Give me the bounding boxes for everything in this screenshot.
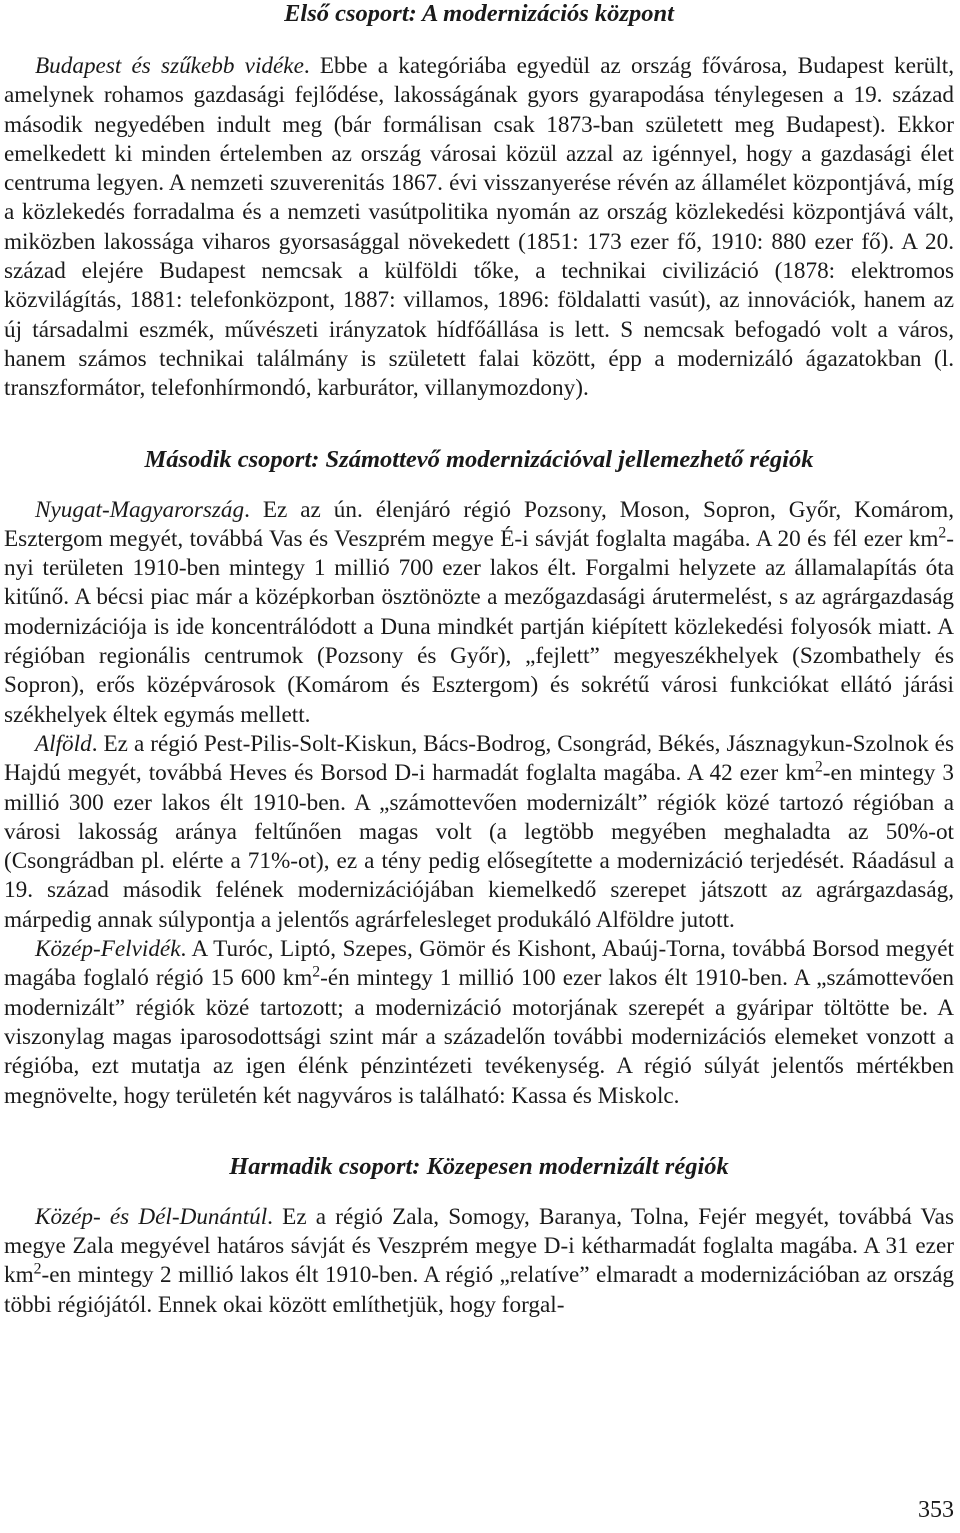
paragraph-lead-alfold: Alföld [35, 730, 92, 757]
paragraph-alfold [4, 730, 954, 935]
paragraph-text: -nyi területen 1910-ben mintegy 1 millió 700 ezer lakos élt. Forgalmi helyzete az államalapítás óta kitűnő. A bécsi piac már a középkorban ösztönözte a mezőgazdasági árutermelést, s az agrárgazdaság modernizációja is ide koncentrálódott a Duna mindkét partján kiépített közlekedési folyosók miatt. A régióban regionális centrumok (Pozsony és Győr), „fejlett” megyeszékhelyek (Szombathely és Sopron), erős középvárosok (Komárom és Esztergom) és sokrétű városi funkciókat ellátó járási székhelyek éltek egymás mellett. [4, 525, 954, 728]
paragraph-text: . Ebbe a kategóriába egyedül az ország fővárosa, Budapest került, amelynek rohamos gazdasági fejlődése, lakosságának gyors gyarapodása ténylegesen a 19. század második negyedében indult meg (bár formálisan csak 1873-ban született meg Budapest). Ekkor emelkedett ki minden értelemben az ország városai közül azzal az igénnyel, hogy a gazdasági élet centruma legyen. A nemzeti szuverenitás 1867. évi visszanyerése révén az államélet központjává, míg a közlekedés forradalma és a nemzeti vasútpolitika nyomán az ország közlekedési központjává vált, miközben lakossága viharos gyorsasággal növekedett (1851: 173 ezer fő, 1910: 880 ezer fő). A 20. század elejére Budapest nemcsak a külföldi tőke, a technikai civilizáció (1878: elektromos közvilágítás, 1881: telefonközpont, 1887: villamos, 1896: földalatti vasút), az innovációk, hanem az új társadalmi eszmék, művészeti irányzatok hídfőállása is lett. S nemcsak befogadó volt a város, hanem számos technikai találmány is született falai között, épp a modernizáló ágazatokban (l. transzformátor, telefonhírmondó, karburátor, villanymozdony). [4, 53, 954, 402]
paragraph-text: -én mintegy 1 millió 100 ezer lakos élt 1910-ben. A „számottevően modernizált” régiók közé tartozott; a modernizáció motorjának szerepét a gyáripar töltötte be. A viszonylag magas iparosodottsági szint már a századelőn további modernizációs elemeket vonzott a régióba, ezt mutatja az igen élénk pénzintézeti tevékenység. A régió súlyát jelentős mértékben megnövelte, hogy területén két nagyváros is található: Kassa és Miskolc. [4, 965, 954, 1109]
paragraph-budapest [4, 52, 954, 404]
section-title-second-group: Második csoport: Számottevő modernizációval jellemezhető régiók [144, 445, 814, 473]
paragraph-text: -en mintegy 3 millió 300 ezer lakos élt 1910-ben. A „számottevően modernizált” régiók közé tartozó régióban a városi lakosság aránya feltűnően magas volt (a legtöbb megyében meghaladta az 50%-ot (Csongrádban pl. elérte a 71%-ot), ez a tény pedig elősegítette a modernizáció terjedését. Ráadásul a 19. század második felének modernizációjában kiemelkedő szerepet játszott az agrárgazdaság, márpedig annak súlypontja a jelentős agrárfelesleget produkáló Alföldre jutott. [4, 760, 954, 933]
paragraph-lead-nyugat-magyarorszag: Nyugat-Magyarország [35, 496, 245, 523]
superscript: 2 [312, 963, 321, 981]
paragraph-text: . Ez az ún. élenjáró régió Pozsony, Moson, Sopron, Győr, Komárom, Esztergom megyét, továbbá Vas és Veszprém megye É-i sávját foglalta magába. A 20 és fél ezer km [4, 496, 954, 552]
page-number: 353 [918, 1497, 954, 1523]
document-page [4, 0, 954, 1320]
paragraph-kozep-es-del-dunantul [4, 1203, 954, 1320]
section-title-first-group: Első csoport: A modernizációs központ [284, 0, 674, 27]
paragraph-kozep-felvidek [4, 935, 954, 1111]
paragraph-text: . Ez a régió Zala, Somogy, Baranya, Tolna, Fejér megyét, továbbá Vas megye Zala megyével határos sávját és Veszprém megye D-i kétharmadát foglalta magába. A 31 ezer km [4, 1203, 954, 1289]
section-title-third-group: Harmadik csoport: Közepesen modernizált régiók [229, 1152, 729, 1180]
paragraph-lead-kozep-felvidek: Közép-Felvidék [35, 936, 181, 963]
superscript: 2 [938, 524, 947, 542]
paragraph-nyugat-magyarorszag [4, 496, 954, 730]
paragraph-lead-kozep-es-del-dunantul: Közép- és Dél-Dunántúl [35, 1203, 268, 1230]
superscript: 2 [33, 1260, 42, 1278]
paragraph-lead-budapest: Budapest és szűkebb vidéke [35, 53, 304, 79]
superscript: 2 [814, 758, 823, 776]
paragraph-text: -en mintegy 2 millió lakos élt 1910-ben. A régió „relatíve” elmaradt a modernizációban az ország többi régiójától. Ennek okai között említhetjük, hogy forgal- [4, 1262, 954, 1318]
paragraph-text: . A Turóc, Liptó, Szepes, Gömör és Kishont, Abaúj-Torna, továbbá Borsod megyét magába foglaló régió 15 600 km [4, 936, 954, 992]
paragraph-text: . Ez a régió Pest-Pilis-Solt-Kiskun, Bács-Bodrog, Csongrád, Békés, Jásznagykun-Szolnok és Hajdú megyét, továbbá Heves és Borsod D-i harmadát foglalta magába. A 42 ezer km [4, 730, 954, 787]
